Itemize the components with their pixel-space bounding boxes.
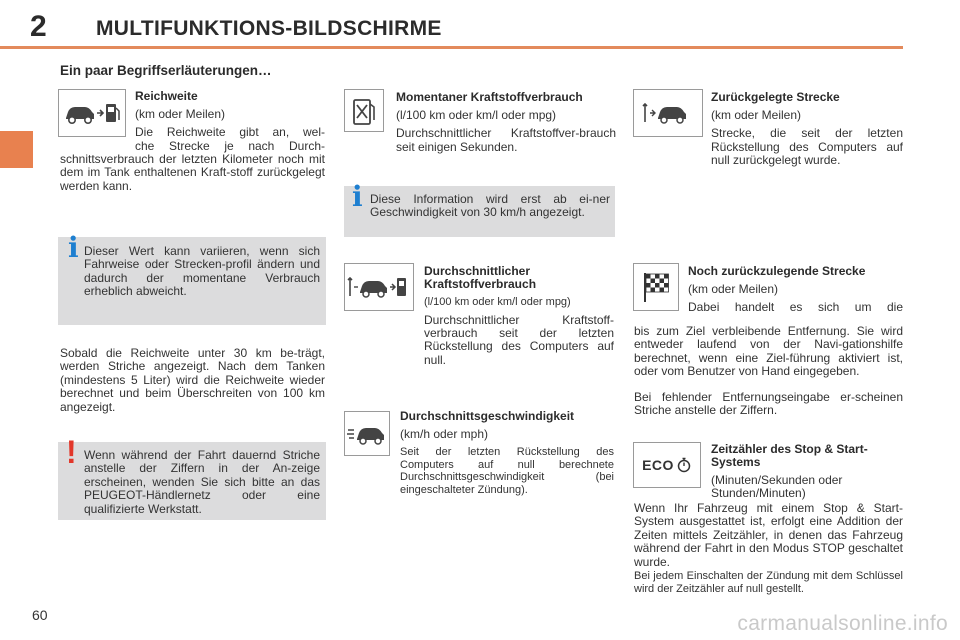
chapter-number: 2 [30,10,47,43]
distance-travelled-block [711,91,903,168]
range-title: Reichweite [135,89,198,103]
avg-consumption-body: Durchschnittlicher Kraftstoff-verbrauch seit der letzten Rückstellung des Computers auf null. [424,312,614,367]
remaining-distance-lead: Dabei handelt es sich um die [688,300,903,315]
info-note-speed [344,180,615,237]
avg-consumption-unit: (l/100 km oder km/l oder mpg) [424,296,571,308]
instant-consumption-unit: (l/100 km oder km/l oder mpg) [396,108,557,122]
info-note-variance-text: Dieser Wert kann variieren, wenn sich Fahrweise oder Strecken-profil ändern und dadurch der momentane Verbrauch erheblich abweicht. [84,244,320,299]
distance-travelled-icon [633,89,703,137]
stop-start-title: Zeitzähler des Stop & Start-Systems [711,442,868,469]
avg-speed-unit: (km/h oder mph) [400,427,489,441]
range-unit: (km oder Meilen) [135,107,226,121]
range-block [135,90,325,153]
distance-travelled-unit: (km oder Meilen) [711,108,802,122]
header-rule [0,46,903,49]
instant-consumption-title: Momentaner Kraftstoffverbrauch [396,90,583,104]
avg-speed-block [400,410,614,496]
distance-travelled-body: Strecke, die seit der letzten Rückstellung des Computers auf null zurückgelegt wurde. [711,126,903,168]
stop-start-block [711,443,903,501]
remaining-distance-body: bis zum Ziel verbleibende Entfernung. Sie wird entweder laufend von der Navi-gationshilfe berechnet, wenn eine Ziel-führung aktiviert ist, oder vom Benutzer von Hand eingegeben. [634,324,903,379]
range-low-text: Sobald die Reichweite unter 30 km be-trägt, werden Striche angezeigt. Nach dem Tanken (mindestens 5 Liter) wird die Reichweite wieder berechnet und beim Überschreiten von 100 km angezeigt. [60,346,325,414]
fuel-pump-icon [344,89,384,132]
info-note-variance [58,231,326,325]
warning-icon: ! [66,434,77,470]
remaining-distance-block [688,265,903,315]
remaining-distance-unit: (km oder Meilen) [688,282,779,296]
instant-consumption-body: Durchschnittlicher Kraftstoffver-brauch seit einigen Sekunden. [396,126,616,154]
avg-consumption-title: Durchschnittlicher Kraftstoffverbrauch [424,264,537,291]
page-number: 60 [32,607,48,623]
stop-start-body: Wenn Ihr Fahrzeug mit einem Stop & Start-System ausgestattet ist, erfolgt eine Addition der Zeiten mittels Zeitzähler, in denen das Fahrzeug während der Fahrt in den Modus STOP geschaltet wurde. [634,501,903,569]
warning-note-text: Wenn während der Fahrt dauernd Striche anstelle der Ziffern in der An-zeige erscheinen, wenden Sie sich bitte an das PEUGEOT-Händlernetz oder eine qualifizierte Werkstatt. [84,448,320,516]
range-line-2: che Strecke je nach Durch- [135,138,325,153]
chapter-title: MULTIFUNKTIONS-BILDSCHIRME [96,17,442,40]
avg-consumption-block [424,265,614,367]
section-title: Ein paar Begriffserläuterungen… [60,63,272,78]
avg-consumption-icon [344,263,414,311]
remaining-distance-title: Noch zurückzulegende Strecke [688,264,866,278]
stop-start-body-2: Bei jedem Einschalten der Zündung mit dem Schlüssel wird der Zeitzähler auf null gestellt. [634,570,903,595]
avg-speed-title: Durchschnittsgeschwindigkeit [400,409,575,423]
eco-stop-start-icon [633,442,701,488]
stop-start-unit: (Minuten/Sekunden oder Stunden/Minuten) [711,473,843,501]
avg-speed-body: Seit der letzten Rückstellung des Computers auf null berechnete Durchschnittsgeschwindigkeit (bei eingeschalteter Zündung). [400,446,614,496]
warning-note [58,434,326,520]
avg-speed-icon [344,411,390,456]
watermark: carmanualsonline.info [737,612,948,635]
instant-consumption-block [396,91,616,154]
range-icon [58,89,126,137]
info-note-speed-text: Diese Information wird erst ab ei-ner Geschwindigkeit von 30 km/h angezeigt. [370,192,610,220]
remaining-distance-body-2: Bei fehlender Entfernungseingabe er-scheinen Striche anstelle der Ziffern. [634,390,903,418]
distance-travelled-title: Zurückgelegte Strecke [711,90,840,104]
chapter-tab [0,131,33,168]
finish-flag-icon [633,263,679,311]
info-icon: i [68,231,79,264]
stopwatch-icon [676,457,692,473]
info-icon: i [352,180,363,213]
range-body: schnittsverbrauch der letzten Kilometer noch mit dem im Tank enthaltenen Kraft-stoff zurückgelegt werden kann. [60,152,325,193]
eco-label: ECO [642,457,674,473]
range-line-1: Die Reichweite gibt an, wel- [135,125,325,140]
